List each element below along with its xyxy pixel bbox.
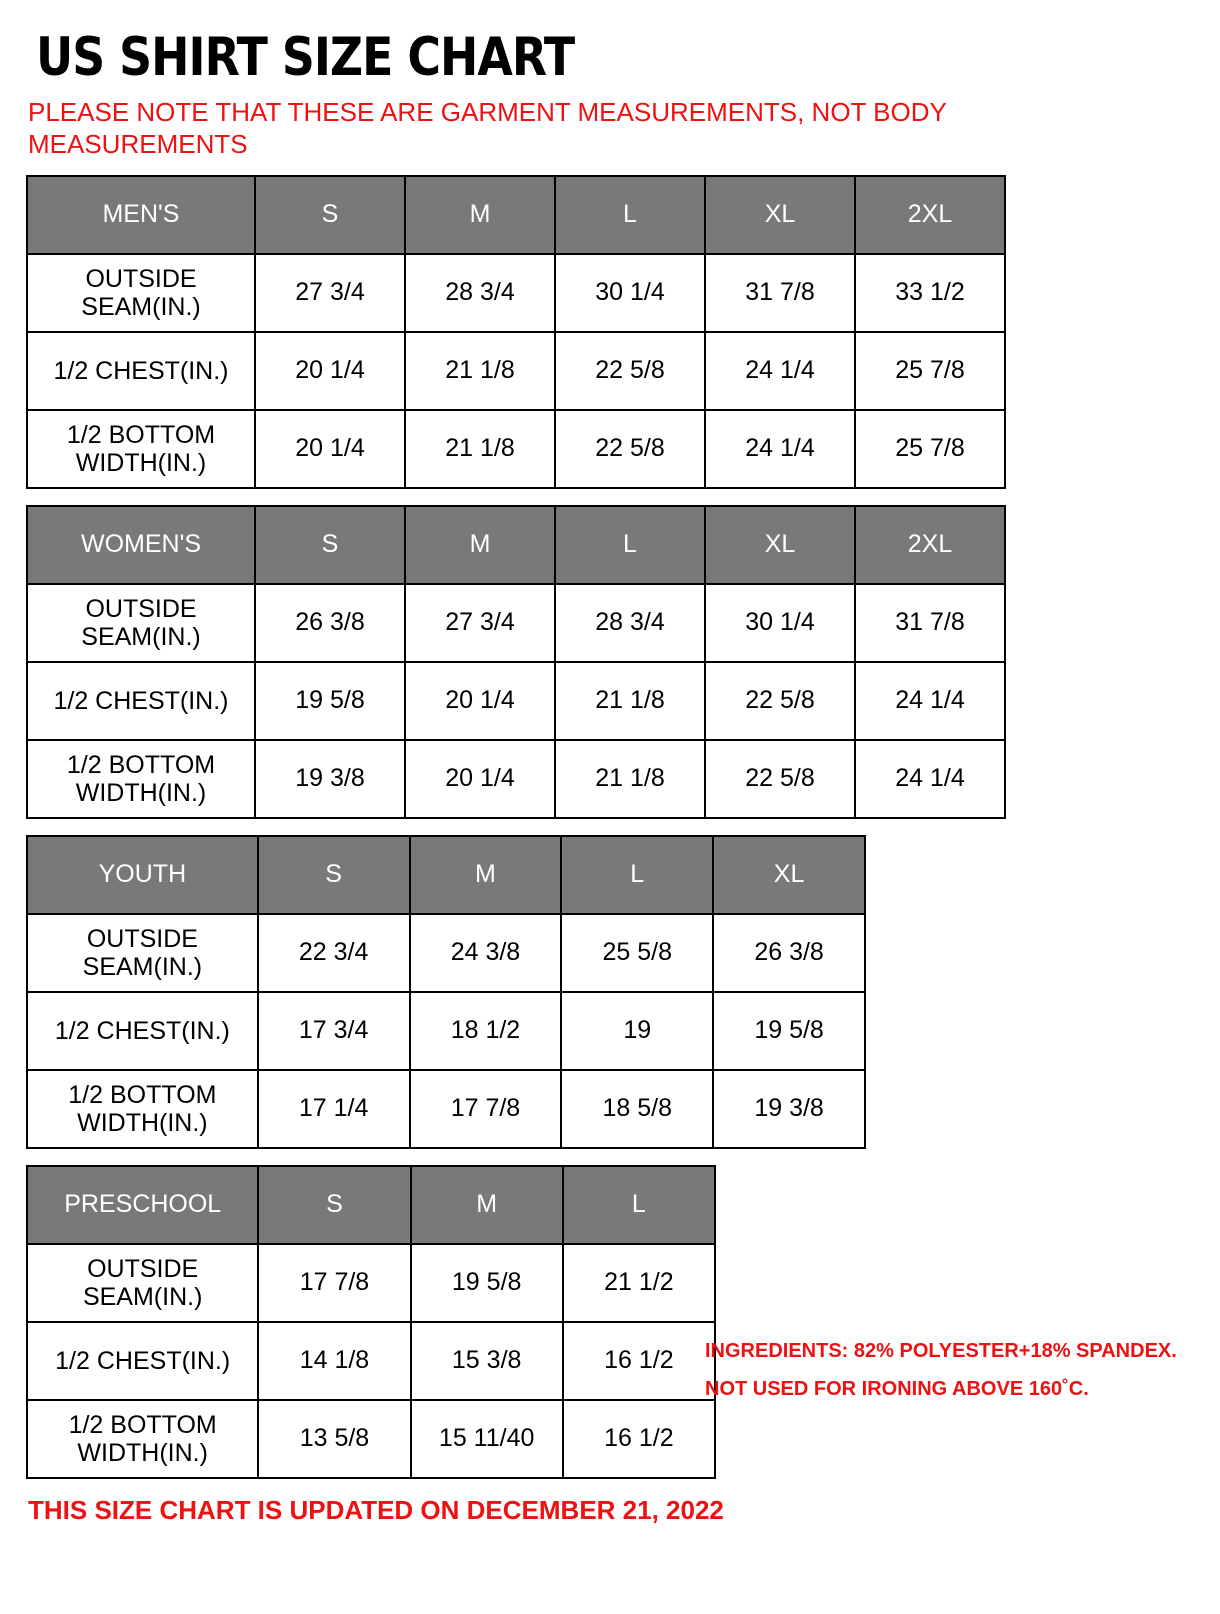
measurement-value: 16 1/2 — [563, 1400, 715, 1478]
page-title: US SHIRT SIZE CHART — [36, 27, 575, 88]
size-column-header: M — [405, 176, 555, 254]
measurement-value: 33 1/2 — [855, 254, 1005, 332]
table-row — [27, 584, 1005, 662]
measurement-value: 24 1/4 — [705, 410, 855, 488]
table-row — [27, 254, 1005, 332]
measurement-value: 21 1/8 — [555, 662, 705, 740]
category-label: YOUTH — [27, 836, 258, 914]
measurement-label: OUTSIDE SEAM(IN.) — [27, 584, 255, 662]
measurement-value: 27 3/4 — [255, 254, 405, 332]
table-row — [27, 1070, 865, 1148]
size-tables-container — [26, 175, 1196, 1479]
size-column-header: S — [255, 176, 405, 254]
measurement-value: 16 1/2 — [563, 1322, 715, 1400]
size-column-header: L — [555, 506, 705, 584]
size-column-header: S — [258, 836, 410, 914]
measurement-label: 1/2 BOTTOM WIDTH(IN.) — [27, 1070, 258, 1148]
measurement-value: 19 5/8 — [411, 1244, 563, 1322]
measurement-value: 20 1/4 — [255, 332, 405, 410]
size-column-header: M — [405, 506, 555, 584]
category-label: PRESCHOOL — [27, 1166, 258, 1244]
update-footer: THIS SIZE CHART IS UPDATED ON DECEMBER 21, 2022 — [28, 1494, 724, 1525]
measurement-value: 15 3/8 — [411, 1322, 563, 1400]
size-column-header: XL — [705, 176, 855, 254]
size-table-women-s — [26, 505, 1006, 819]
measurement-value: 24 1/4 — [855, 740, 1005, 818]
size-table-youth — [26, 835, 866, 1149]
measurement-value: 19 3/8 — [255, 740, 405, 818]
ingredients-note — [705, 1332, 1177, 1408]
measurement-label: 1/2 BOTTOM WIDTH(IN.) — [27, 410, 255, 488]
size-column-header: S — [255, 506, 405, 584]
measurement-value: 30 1/4 — [705, 584, 855, 662]
table-row — [27, 662, 1005, 740]
ingredients-line-2: NOT USED FOR IRONING ABOVE 160˚C. — [705, 1378, 1089, 1400]
table-header-row — [27, 506, 1005, 584]
measurement-value: 18 5/8 — [561, 1070, 713, 1148]
measurement-value: 18 1/2 — [410, 992, 562, 1070]
size-column-header: XL — [713, 836, 865, 914]
table-header-row — [27, 1166, 715, 1244]
measurement-value: 17 3/4 — [258, 992, 410, 1070]
measurement-value: 19 5/8 — [713, 992, 865, 1070]
measurement-value: 20 1/4 — [255, 410, 405, 488]
measurement-value: 30 1/4 — [555, 254, 705, 332]
measurement-value: 24 1/4 — [705, 332, 855, 410]
measurement-value: 19 3/8 — [713, 1070, 865, 1148]
measurement-value: 22 5/8 — [555, 410, 705, 488]
category-label: MEN'S — [27, 176, 255, 254]
measurement-label: 1/2 CHEST(IN.) — [27, 662, 255, 740]
measurement-value: 21 1/8 — [555, 740, 705, 818]
size-column-header: 2XL — [855, 506, 1005, 584]
table-row — [27, 1400, 715, 1478]
measurement-value: 17 1/4 — [258, 1070, 410, 1148]
measurement-value: 21 1/8 — [405, 410, 555, 488]
measurement-value: 20 1/4 — [405, 740, 555, 818]
measurement-value: 24 3/8 — [410, 914, 562, 992]
measurement-label: 1/2 CHEST(IN.) — [27, 1322, 258, 1400]
size-table-men-s — [26, 175, 1006, 489]
measurement-value: 19 — [561, 992, 713, 1070]
measurement-label: 1/2 BOTTOM WIDTH(IN.) — [27, 740, 255, 818]
measurement-value: 17 7/8 — [258, 1244, 410, 1322]
size-column-header: M — [410, 836, 562, 914]
measurement-value: 24 1/4 — [855, 662, 1005, 740]
measurement-value: 28 3/4 — [555, 584, 705, 662]
measurement-value: 13 5/8 — [258, 1400, 410, 1478]
measurement-value: 21 1/8 — [405, 332, 555, 410]
table-row — [27, 332, 1005, 410]
size-table-preschool — [26, 1165, 716, 1479]
measurement-value: 17 7/8 — [410, 1070, 562, 1148]
table-row — [27, 992, 865, 1070]
measurement-value: 26 3/8 — [255, 584, 405, 662]
measurement-label: OUTSIDE SEAM(IN.) — [27, 1244, 258, 1322]
measurement-value: 20 1/4 — [405, 662, 555, 740]
measurement-value: 19 5/8 — [255, 662, 405, 740]
ingredients-line-1: INGREDIENTS: 82% POLYESTER+18% SPANDEX. — [705, 1340, 1177, 1362]
size-column-header: XL — [705, 506, 855, 584]
size-column-header: L — [555, 176, 705, 254]
size-column-header: S — [258, 1166, 410, 1244]
table-row — [27, 914, 865, 992]
measurement-value: 22 5/8 — [705, 740, 855, 818]
measurement-value: 25 7/8 — [855, 332, 1005, 410]
measurement-value: 22 3/4 — [258, 914, 410, 992]
measurement-value: 25 7/8 — [855, 410, 1005, 488]
measurement-note: PLEASE NOTE THAT THESE ARE GARMENT MEASUREMENTS, NOT BODY MEASUREMENTS — [28, 96, 947, 160]
table-header-row — [27, 176, 1005, 254]
size-column-header: L — [563, 1166, 715, 1244]
table-row — [27, 410, 1005, 488]
measurement-value: 28 3/4 — [405, 254, 555, 332]
size-column-header: 2XL — [855, 176, 1005, 254]
measurement-value: 26 3/8 — [713, 914, 865, 992]
measurement-value: 31 7/8 — [855, 584, 1005, 662]
table-row — [27, 1244, 715, 1322]
measurement-label: 1/2 CHEST(IN.) — [27, 992, 258, 1070]
size-column-header: L — [561, 836, 713, 914]
measurement-label: 1/2 CHEST(IN.) — [27, 332, 255, 410]
measurement-value: 27 3/4 — [405, 584, 555, 662]
measurement-value: 14 1/8 — [258, 1322, 410, 1400]
category-label: WOMEN'S — [27, 506, 255, 584]
measurement-value: 25 5/8 — [561, 914, 713, 992]
measurement-label: 1/2 BOTTOM WIDTH(IN.) — [27, 1400, 258, 1478]
measurement-value: 22 5/8 — [705, 662, 855, 740]
measurement-value: 22 5/8 — [555, 332, 705, 410]
table-row — [27, 740, 1005, 818]
measurement-label: OUTSIDE SEAM(IN.) — [27, 254, 255, 332]
size-column-header: M — [411, 1166, 563, 1244]
measurement-value: 21 1/2 — [563, 1244, 715, 1322]
table-row — [27, 1322, 715, 1400]
measurement-value: 15 11/40 — [411, 1400, 563, 1478]
table-header-row — [27, 836, 865, 914]
measurement-value: 31 7/8 — [705, 254, 855, 332]
measurement-label: OUTSIDE SEAM(IN.) — [27, 914, 258, 992]
